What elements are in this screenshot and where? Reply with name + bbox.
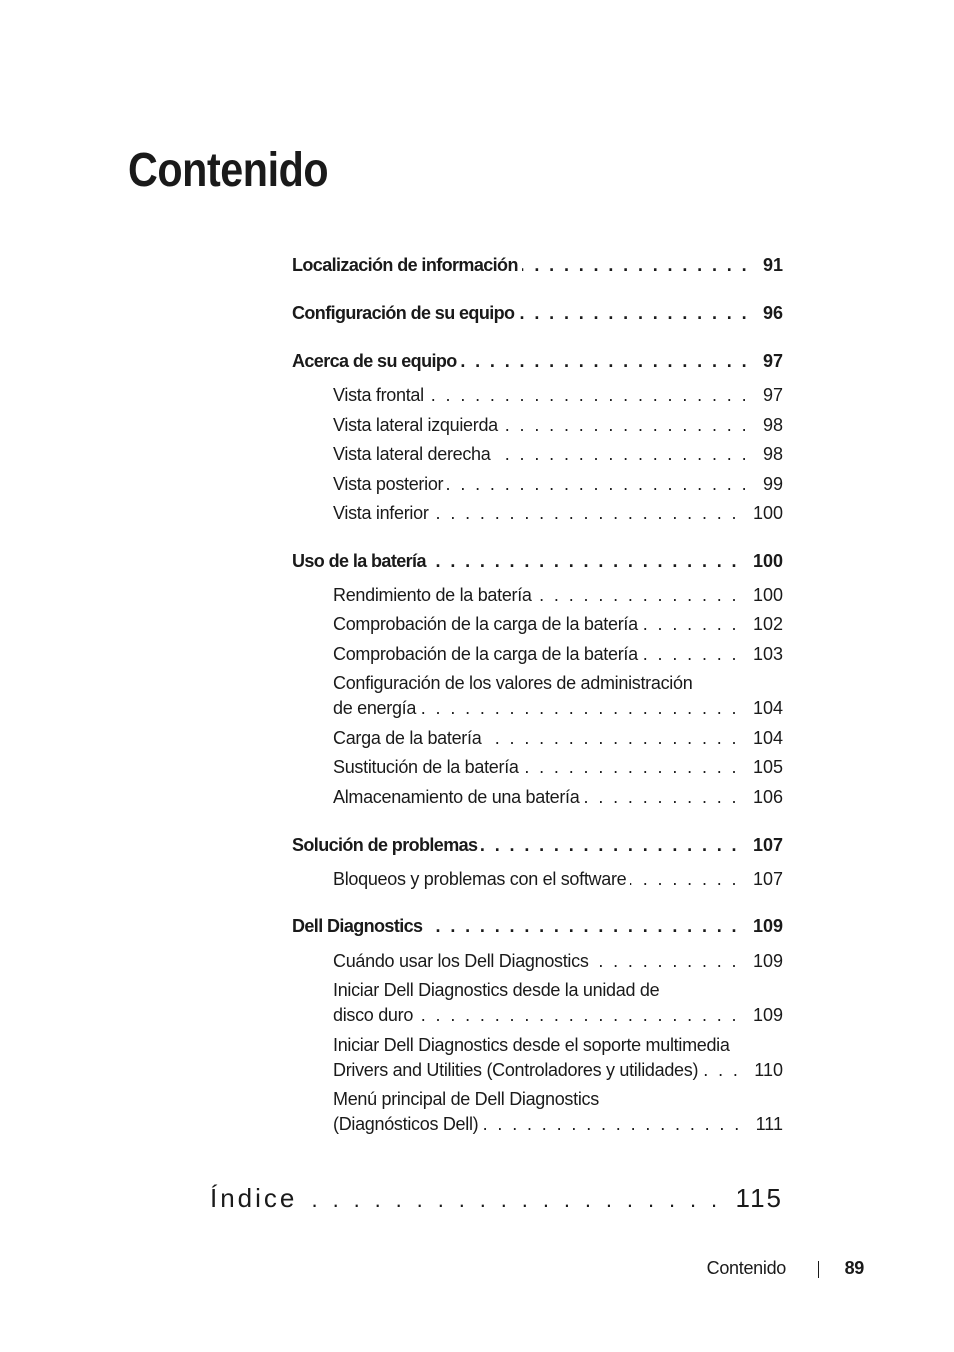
dot-leader: [430, 548, 739, 574]
toc-entry-section[interactable]: [333, 1057, 783, 1083]
toc-entry-section[interactable]: [333, 1002, 783, 1028]
toc-entry-section[interactable]: [333, 725, 783, 751]
toc-entry-label: Sustitución de la batería: [333, 757, 519, 777]
dot-leader: [481, 832, 739, 858]
toc-entry-page: 109: [752, 1005, 783, 1025]
toc-entry-page: 96: [762, 303, 783, 323]
dot-leader: [494, 441, 749, 467]
page-title: Contenido: [128, 144, 329, 197]
toc-entry-page: 100: [752, 551, 783, 571]
footer-section-label: Contenido: [706, 1258, 786, 1278]
dot-leader: [433, 500, 739, 526]
toc-entry-section[interactable]: [333, 784, 783, 810]
toc-entry-label: Uso de la batería: [292, 551, 426, 571]
dot-leader: [485, 725, 739, 751]
toc-entry-page: 110: [754, 1060, 783, 1080]
toc-entry-page: 98: [762, 415, 783, 435]
dot-leader: [536, 582, 739, 608]
dot-leader: [482, 1111, 741, 1137]
dot-leader: [593, 948, 739, 974]
toc-entry-label: Configuración de su equipo: [292, 303, 515, 323]
toc-entry-label: Solución de problemas: [292, 835, 478, 855]
toc-entry-section[interactable]: [333, 500, 783, 526]
toc-entry-label: Vista inferior: [333, 503, 429, 523]
dot-leader: [518, 300, 749, 326]
toc-entry-page: 100: [752, 585, 783, 605]
toc-entry-page: 109: [752, 916, 783, 936]
dot-leader: [461, 348, 749, 374]
footer-divider: [818, 1261, 819, 1278]
toc-entry-label: Dell Diagnostics: [292, 916, 423, 936]
toc-entry-section[interactable]: [333, 695, 783, 721]
toc-entry-label: disco duro: [333, 1005, 414, 1025]
toc-entry-section[interactable]: [333, 641, 783, 667]
toc-entry-label: Drivers and Utilities (Controladores y utilidades): [333, 1060, 699, 1080]
toc-entry-page: 99: [762, 474, 783, 494]
dot-leader: [420, 695, 739, 721]
dot-leader: [642, 641, 739, 667]
dot-leader: [447, 471, 749, 497]
toc-entry-page: 105: [752, 757, 783, 777]
toc-entry-label: Localización de información: [292, 255, 518, 275]
dot-leader: [428, 382, 749, 408]
dot-leader: [702, 1057, 740, 1083]
toc-entry-page: 104: [752, 698, 783, 718]
toc-entry-label: Almacenamiento de una batería: [333, 787, 580, 807]
toc-entry-page: 115: [735, 1183, 783, 1213]
dot-leader: [630, 866, 739, 892]
toc-entry-label: Vista frontal: [333, 385, 424, 405]
toc-entry-section[interactable]: [333, 611, 783, 637]
toc-entry-page: 100: [752, 503, 783, 523]
toc-entry-page: 98: [762, 444, 783, 464]
toc-entry-page: 104: [752, 728, 783, 748]
toc-entry-section[interactable]: [333, 582, 783, 608]
toc-entry-page: 107: [752, 869, 783, 889]
toc-entry-section[interactable]: [333, 412, 783, 438]
toc-entry-label: Bloqueos y problemas con el software: [333, 869, 627, 889]
toc-entry-label: Vista lateral derecha: [333, 444, 491, 464]
toc-entry-label-line[interactable]: Iniciar Dell Diagnostics desde la unidad de: [333, 980, 660, 1000]
toc-entry-page: 97: [762, 351, 783, 371]
toc-entry-chapter[interactable]: [292, 252, 783, 278]
toc-entry-label-line[interactable]: Menú principal de Dell Diagnostics: [333, 1089, 599, 1109]
toc-entry-label: Carga de la batería: [333, 728, 482, 748]
toc-entry-label: Vista posterior: [333, 474, 444, 494]
toc-entry-label: Comprobación de la carga de la batería: [333, 644, 638, 664]
dot-leader: [522, 252, 749, 278]
dot-leader: [583, 784, 738, 810]
toc-entry-chapter[interactable]: [292, 832, 783, 858]
toc-entry-chapter[interactable]: [292, 548, 783, 574]
toc-entry-chapter[interactable]: [292, 300, 783, 326]
page-footer: [600, 1254, 866, 1282]
toc-entry-label-line[interactable]: Iniciar Dell Diagnostics desde el soporte multimedia: [333, 1035, 730, 1055]
toc-entry-page: 103: [752, 644, 783, 664]
toc-entry-page: 97: [762, 385, 783, 405]
dot-leader: [502, 412, 749, 438]
toc-entry-label-line[interactable]: Configuración de los valores de administración: [333, 673, 693, 693]
toc-entry-label: Acerca de su equipo: [292, 351, 457, 371]
dot-leader: [523, 754, 739, 780]
toc-entry-chapter[interactable]: [292, 913, 783, 939]
toc-entry-page: 106: [752, 787, 783, 807]
dot-leader: [426, 913, 739, 939]
toc-entry-section[interactable]: [333, 1111, 783, 1137]
toc-entry-page: 109: [752, 951, 783, 971]
toc-entry-index[interactable]: [210, 1181, 783, 1215]
toc-entry-page: 102: [752, 614, 783, 634]
toc-entry-label: de energía: [333, 698, 417, 718]
toc-entry-label: Rendimiento de la batería: [333, 585, 532, 605]
dot-leader: [417, 1002, 739, 1028]
toc-entry-section[interactable]: [333, 382, 783, 408]
toc-entry-section[interactable]: [333, 471, 783, 497]
footer-page-number: 89: [844, 1258, 864, 1278]
toc-entry-label: Vista lateral izquierda: [333, 415, 498, 435]
toc-entry-page: 107: [752, 835, 783, 855]
toc-entry-label: Índice: [210, 1183, 298, 1213]
toc-entry-section[interactable]: [333, 754, 783, 780]
dot-leader: [642, 611, 739, 637]
toc-entry-page: 91: [762, 255, 783, 275]
toc-entry-section[interactable]: [333, 948, 783, 974]
toc-entry-section[interactable]: [333, 441, 783, 467]
toc-entry-label: Comprobación de la carga de la batería: [333, 614, 638, 634]
toc-entry-section[interactable]: [333, 866, 783, 892]
dot-leader: [303, 1181, 721, 1217]
toc-entry-chapter[interactable]: [292, 348, 783, 374]
toc-entry-page: 111: [755, 1114, 783, 1134]
toc-entry-label: (Diagnósticos Dell): [333, 1114, 479, 1134]
toc-entry-label: Cuándo usar los Dell Diagnostics: [333, 951, 589, 971]
